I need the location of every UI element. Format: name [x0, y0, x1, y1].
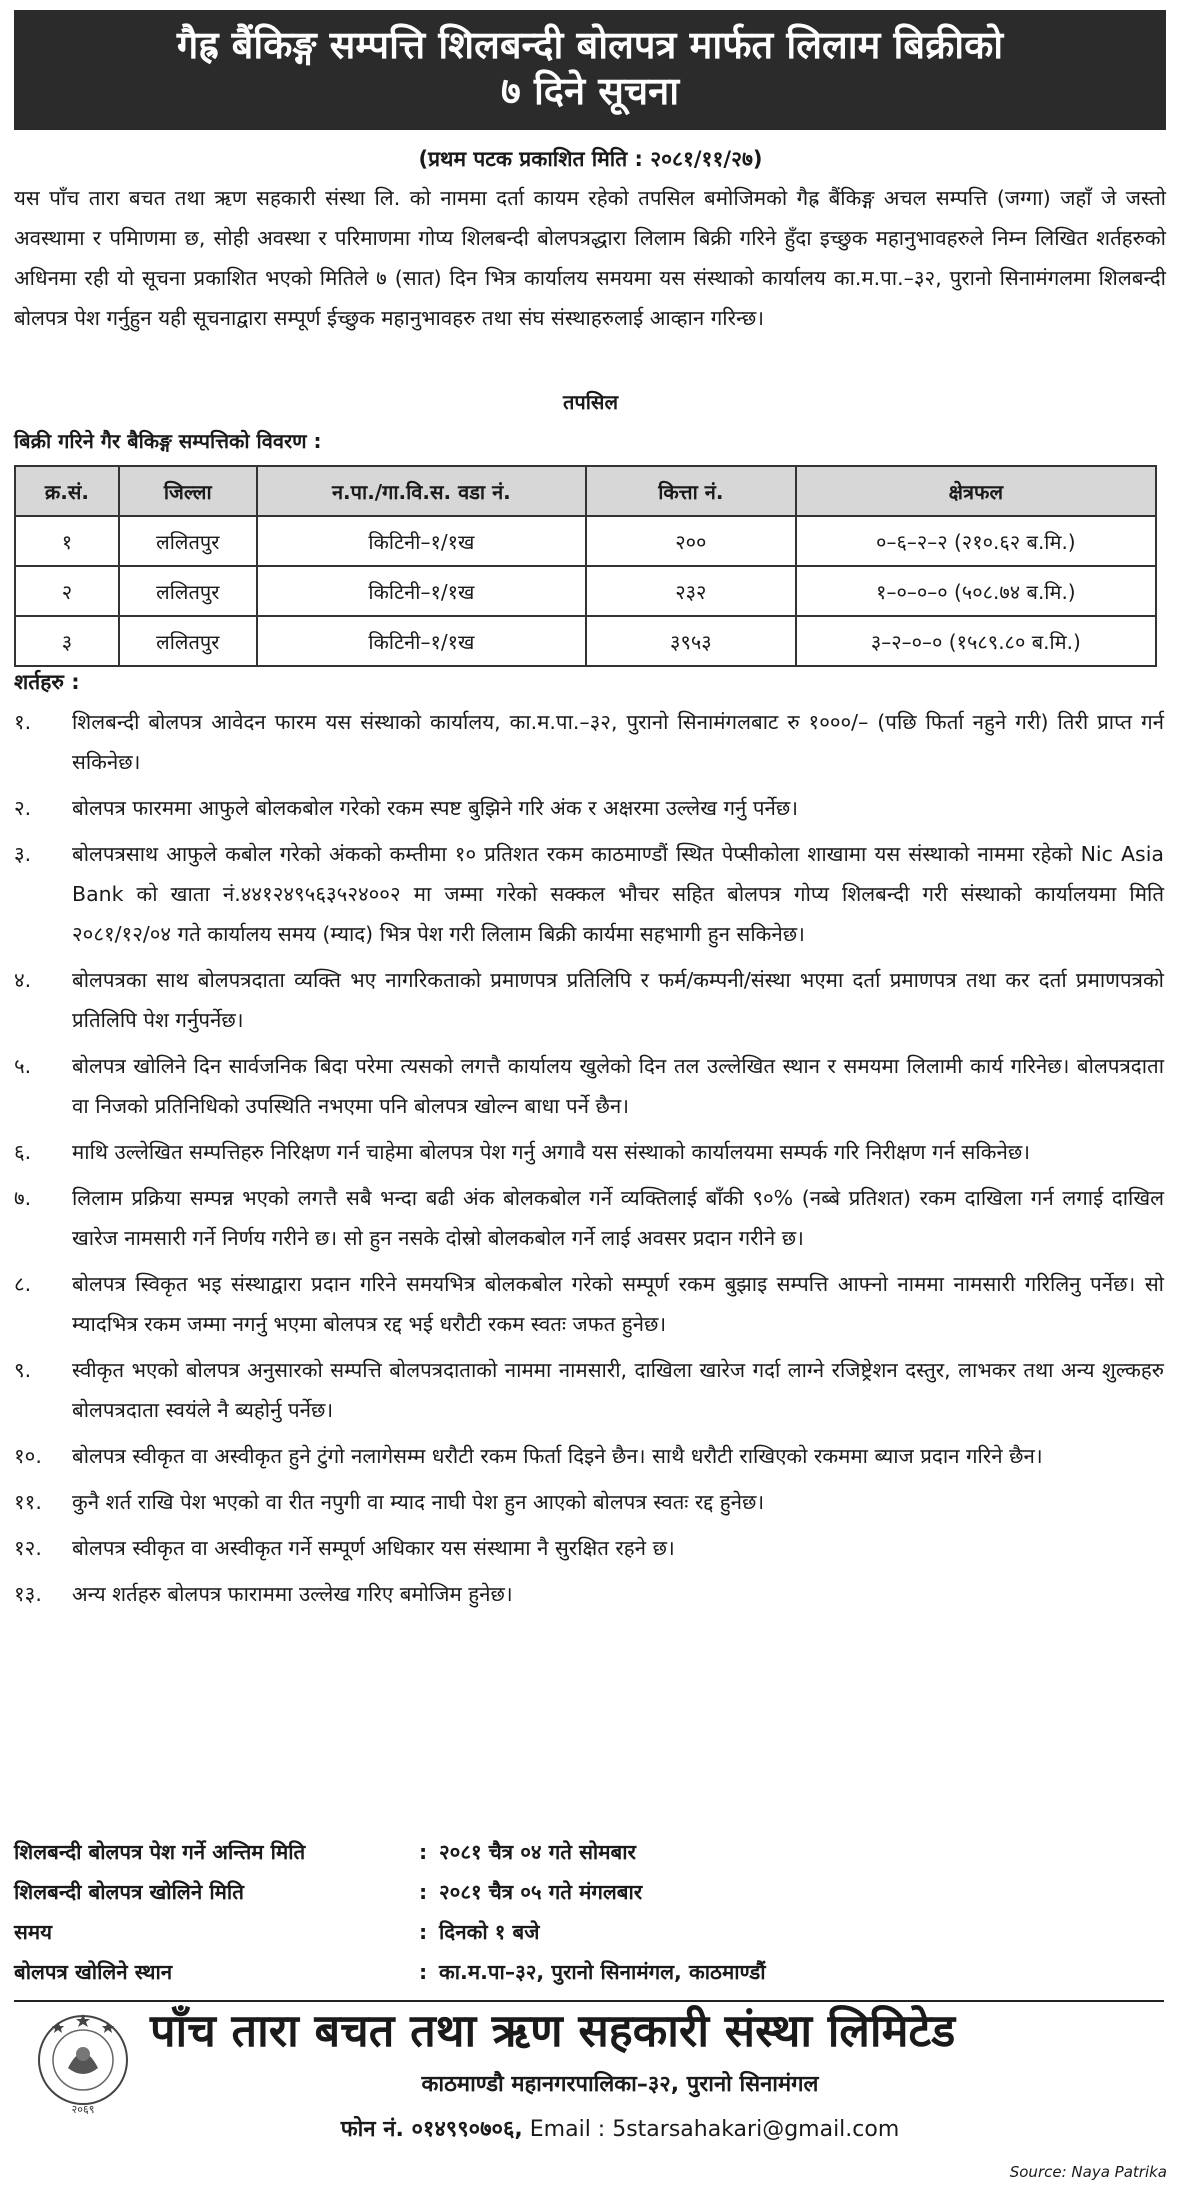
table-cell: २३२: [586, 566, 796, 616]
term-text: अन्य शर्तहरु बोलपत्र फाराममा उल्लेख गरिए बमोजिम हुनेछ।: [72, 1582, 513, 1606]
schedule-value: २०८१ चैत्र ०४ गते सोमबार: [439, 1840, 636, 1864]
table-cell: ०–६–२–२ (२१०.६२ ब.मि.): [796, 516, 1156, 566]
notice-subtitle: ७ दिने सूचना: [500, 69, 680, 113]
phone-number: फोन नं. ०१४९९०७०६,: [340, 2117, 523, 2142]
term-text: कुनै शर्त राखि पेश भएको वा रीत नपुगी वा म्याद नाघी पेश हुन आएको बोलपत्र स्वतः रद्द हुनेछ।: [72, 1490, 765, 1514]
table-cell: किटिनी–१/१ख: [257, 616, 586, 666]
details-heading: तपसिल: [562, 390, 619, 414]
table-row: [15, 566, 1156, 616]
table-cell: २००: [586, 516, 796, 566]
term-number: ११.: [14, 1490, 42, 1514]
property-table: [14, 465, 1157, 667]
cooperative-logo-icon: [28, 2008, 138, 2118]
contact-line: [150, 2113, 1090, 2143]
schedule-label: शिलबन्दी बोलपत्र खोलिने मिति: [14, 1880, 244, 1904]
column-header: क्र.सं.: [15, 466, 119, 516]
property-heading: बिक्री गरिने गैर बैकिङ्ग सम्पत्तिको विवरण :: [14, 429, 322, 453]
column-header: कित्ता नं.: [586, 466, 796, 516]
intro-paragraph: यस पाँच तारा बचत तथा ऋण सहकारी संस्था लि. को नाममा दर्ता कायम रहेको तपसिल बमोजिमको गैह्र बैंकिङ्ग अचल सम्पत्ति (जग्गा) जहाँ जे जस्तो अवस्थामा र पमिाणमा छ, सोही अवस्था र परिमाणमा गोप्य शिलबन्दी बोलपत्रद्धारा लिलाम बिक्री गरिने हुँदा इच्छुक महानुभावहरुले निम्न लिखित शर्तहरुको अधिनमा रही यो सूचना प्रकाशित भएको मितिले ७ (सात) दिन भित्र कार्यालय समयमा यस संस्थाको कार्यालय का.म.पा.–३२, पुरानो सिनामंगलमा शिलबन्दी बोलपत्र पेश गर्नुहुन यही सूचनाद्वारा सम्पूर्ण ईच्छुक महानुभावहरु तथा संघ संस्थाहरुलाई आव्हान गरिन्छ।: [14, 186, 1166, 330]
term-number: ५.: [14, 1054, 32, 1078]
schedule-label: शिलबन्दी बोलपत्र पेश गर्ने अन्तिम मिति: [14, 1840, 306, 1864]
terms-list: [14, 702, 1164, 1620]
term-text: बोलपत्रका साथ बोलपत्रदाता व्यक्ति भए नागरिकताको प्रमाणपत्र प्रतिलिपि र फर्म/कम्पनी/संस्था भएमा दर्ता प्रमाणपत्र तथा कर दर्ता प्रमाणपत्रको प्रतिलिपि पेश गर्नुपर्नेछ।: [72, 968, 1164, 1032]
term-number: ९.: [14, 1358, 32, 1382]
schedule-block: [14, 1832, 1164, 1992]
source-credit: Source: Naya Patrika: [1009, 2163, 1167, 2181]
list-item: [14, 1178, 1164, 1258]
list-item: [14, 1436, 1164, 1476]
term-number: ८.: [14, 1272, 32, 1296]
table-cell: ३–२–०–० (१५८९.८० ब.मि.): [796, 616, 1156, 666]
column-header: न.पा./गा.वि.स. वडा नं.: [257, 466, 586, 516]
table-cell: किटिनी–१/१ख: [257, 516, 586, 566]
column-header: जिल्ला: [119, 466, 257, 516]
term-number: १०.: [14, 1444, 42, 1468]
conditions-title: शर्तहरु :: [14, 670, 80, 694]
logo-year: २०६९: [71, 2103, 95, 2116]
table-cell: १–०–०–० (५०८.७४ ब.मि.): [796, 566, 1156, 616]
table-cell: ललितपुर: [119, 516, 257, 566]
table-cell: किटिनी–१/१ख: [257, 566, 586, 616]
schedule-row: शिलबन्दी बोलपत्र खोलिने मिति : २०८१ चैत्र ०५ गते मंगलबार: [14, 1872, 1164, 1912]
column-header: क्षेत्रफल: [796, 466, 1156, 516]
term-number: ३.: [14, 842, 32, 866]
list-item: [14, 1350, 1164, 1430]
schedule-label: समय: [14, 1920, 53, 1944]
table-row: [15, 616, 1156, 666]
schedule-value: दिनको १ बजे: [439, 1920, 540, 1944]
term-number: ४.: [14, 968, 32, 992]
schedule-label: बोलपत्र खोलिने स्थान: [14, 1960, 173, 1984]
term-text: माथि उल्लेखित सम्पत्तिहरु निरिक्षण गर्न चाहेमा बोलपत्र पेश गर्नु अगावै यस संस्थाको कार्यालयमा सम्पर्क गरि निरीक्षण गर्न सकिनेछ।: [72, 1140, 1030, 1164]
term-text: शिलबन्दी बोलपत्र आवेदन फारम यस संस्थाको कार्यालय, का.म.पा.–३२, पुरानो सिनामंगलबाट रु १०००/– (पछि फिर्ता नहुने गरी) तिरी प्राप्त गर्न सकिनेछ।: [72, 710, 1164, 774]
term-text: बोलपत्र स्वीकृत वा अस्वीकृत गर्ने सम्पूर्ण अधिकार यस संस्थामा नै सुरक्षित रहने छ।: [72, 1536, 675, 1560]
term-number: १३.: [14, 1582, 42, 1606]
table-cell: ३९५३: [586, 616, 796, 666]
list-item: [14, 788, 1164, 828]
list-item: [14, 1046, 1164, 1126]
term-text: बोलपत्र स्वीकृत वा अस्वीकृत हुने टुंगो नलागेसम्म धरौटी रकम फिर्ता दिइने छैन। साथै धरौटी राखिएको रकममा ब्याज प्रदान गरिने छैन।: [72, 1444, 1043, 1468]
table-cell: ललितपुर: [119, 616, 257, 666]
table-cell: ३: [15, 616, 119, 666]
organization-address: काठमाण्डौ महानगरपालिका–३२, पुरानो सिनामंगल: [421, 2072, 819, 2097]
notice-title: गैह्र बैंकिङ्ग सम्पत्ति शिलबन्दी बोलपत्र मार्फत लिलाम बिक्रीको: [176, 23, 1004, 67]
list-item: [14, 702, 1164, 782]
term-text: बोलपत्र फारममा आफुले बोलकबोल गरेको रकम स्पष्ट बुझिने गरि अंक र अक्षरमा उल्लेख गर्नु पर्नेछ।: [72, 796, 799, 820]
schedule-row: बोलपत्र खोलिने स्थान : का.म.पा–३२, पुरानो सिनामंगल, काठमाण्डौं: [14, 1952, 1164, 1992]
schedule-row: शिलबन्दी बोलपत्र पेश गर्ने अन्तिम मिति : २०८१ चैत्र ०४ गते सोमबार: [14, 1832, 1164, 1872]
table-cell: १: [15, 516, 119, 566]
list-item: [14, 1264, 1164, 1344]
table-row: [15, 516, 1156, 566]
list-item: [14, 834, 1164, 954]
term-number: २.: [14, 796, 32, 820]
schedule-value: का.म.पा–३२, पुरानो सिनामंगल, काठमाण्डौं: [439, 1960, 766, 1984]
term-text: बोलपत्रसाथ आफुले कबोल गरेको अंकको कम्तीमा १० प्रतिशत रकम काठमाण्डौं स्थित पेप्सीकोला शाखामा यस संस्थाको नाममा रहेको Nic Asia Bank को खाता नं.४४१२४९५६३५२४००२ मा जम्मा गरेको सक्कल भौचर सहित बोलपत्र गोप्य शिलबन्दी गरी संस्थाको कार्यालयमा मिति २०८१/१२/०४ गते कार्यालय समय (म्याद) भित्र पेश गरी लिलाम बिक्री कार्यमा सहभागी हुन सकिनेछ।: [72, 842, 1164, 946]
table-header-row: [15, 466, 1156, 516]
list-item: [14, 1132, 1164, 1172]
term-number: १.: [14, 710, 32, 734]
term-text: बोलपत्र खोलिने दिन सार्वजनिक बिदा परेमा त्यसको लगत्तै कार्यालय खुलेको दिन तल उल्लेखित स्थान र समयमा लिलामी कार्य गरिनेछ। बोलपत्रदाता वा निजको प्रतिनिधिको उपस्थिति नभएमा पनि बोलपत्र खोल्न बाधा पर्ने छैन।: [72, 1054, 1164, 1118]
list-item: [14, 1482, 1164, 1522]
schedule-row: समय : दिनको १ बजे: [14, 1912, 1164, 1952]
publication-date: (प्रथम पटक प्रकाशित मिति : २०८१/११/२७): [418, 147, 763, 171]
list-item: [14, 1528, 1164, 1568]
notice-header: [14, 10, 1166, 130]
term-text: लिलाम प्रक्रिया सम्पन्न भएको लगत्तै सबै भन्दा बढी अंक बोलकबोल गर्ने व्यक्तिलाई बाँकी ९०% (नब्बे प्रतिशत) रकम दाखिला गर्न लगाई दाखिल खारेज नामसारी गर्ने निर्णय गरीने छ। सो हुन नसके दोस्रो बोलकबोल गर्ने लाई अवसर प्रदान गरीने छ।: [72, 1186, 1164, 1250]
list-item: [14, 1574, 1164, 1614]
table-cell: ललितपुर: [119, 566, 257, 616]
term-number: ६.: [14, 1140, 32, 1164]
term-number: १२.: [14, 1536, 42, 1560]
organization-name: पाँच तारा बचत तथा ऋण सहकारी संस्था लिमिटेड: [150, 2004, 956, 2057]
term-text: बोलपत्र स्विकृत भइ संस्थाद्वारा प्रदान गरिने समयभित्र बोलकबोल गरेको सम्पूर्ण रकम बुझाइ सम्पत्ति आफ्नो नाममा नामसारी गरिलिनु पर्नेछ। सो म्यादभित्र रकम जम्मा नगर्नु भएमा बोलपत्र रद्द भई धरौटी रकम स्वतः जफत हुनेछ।: [72, 1272, 1164, 1336]
term-text: स्वीकृत भएको बोलपत्र अनुसारको सम्पत्ति बोलपत्रदाताको नाममा नामसारी, दाखिला खारेज गर्दा लाग्ने रजिष्ट्रेशन दस्तुर, लाभकर तथा अन्य शुल्कहरु बोलपत्रदाता स्वयंले नै ब्यहोर्नु पर्नेछ।: [72, 1358, 1164, 1422]
term-number: ७.: [14, 1186, 32, 1210]
schedule-value: २०८१ चैत्र ०५ गते मंगलबार: [439, 1880, 643, 1904]
email-address: Email : 5starsahakari@gmail.com: [529, 2117, 900, 2142]
table-cell: २: [15, 566, 119, 616]
list-item: [14, 960, 1164, 1040]
